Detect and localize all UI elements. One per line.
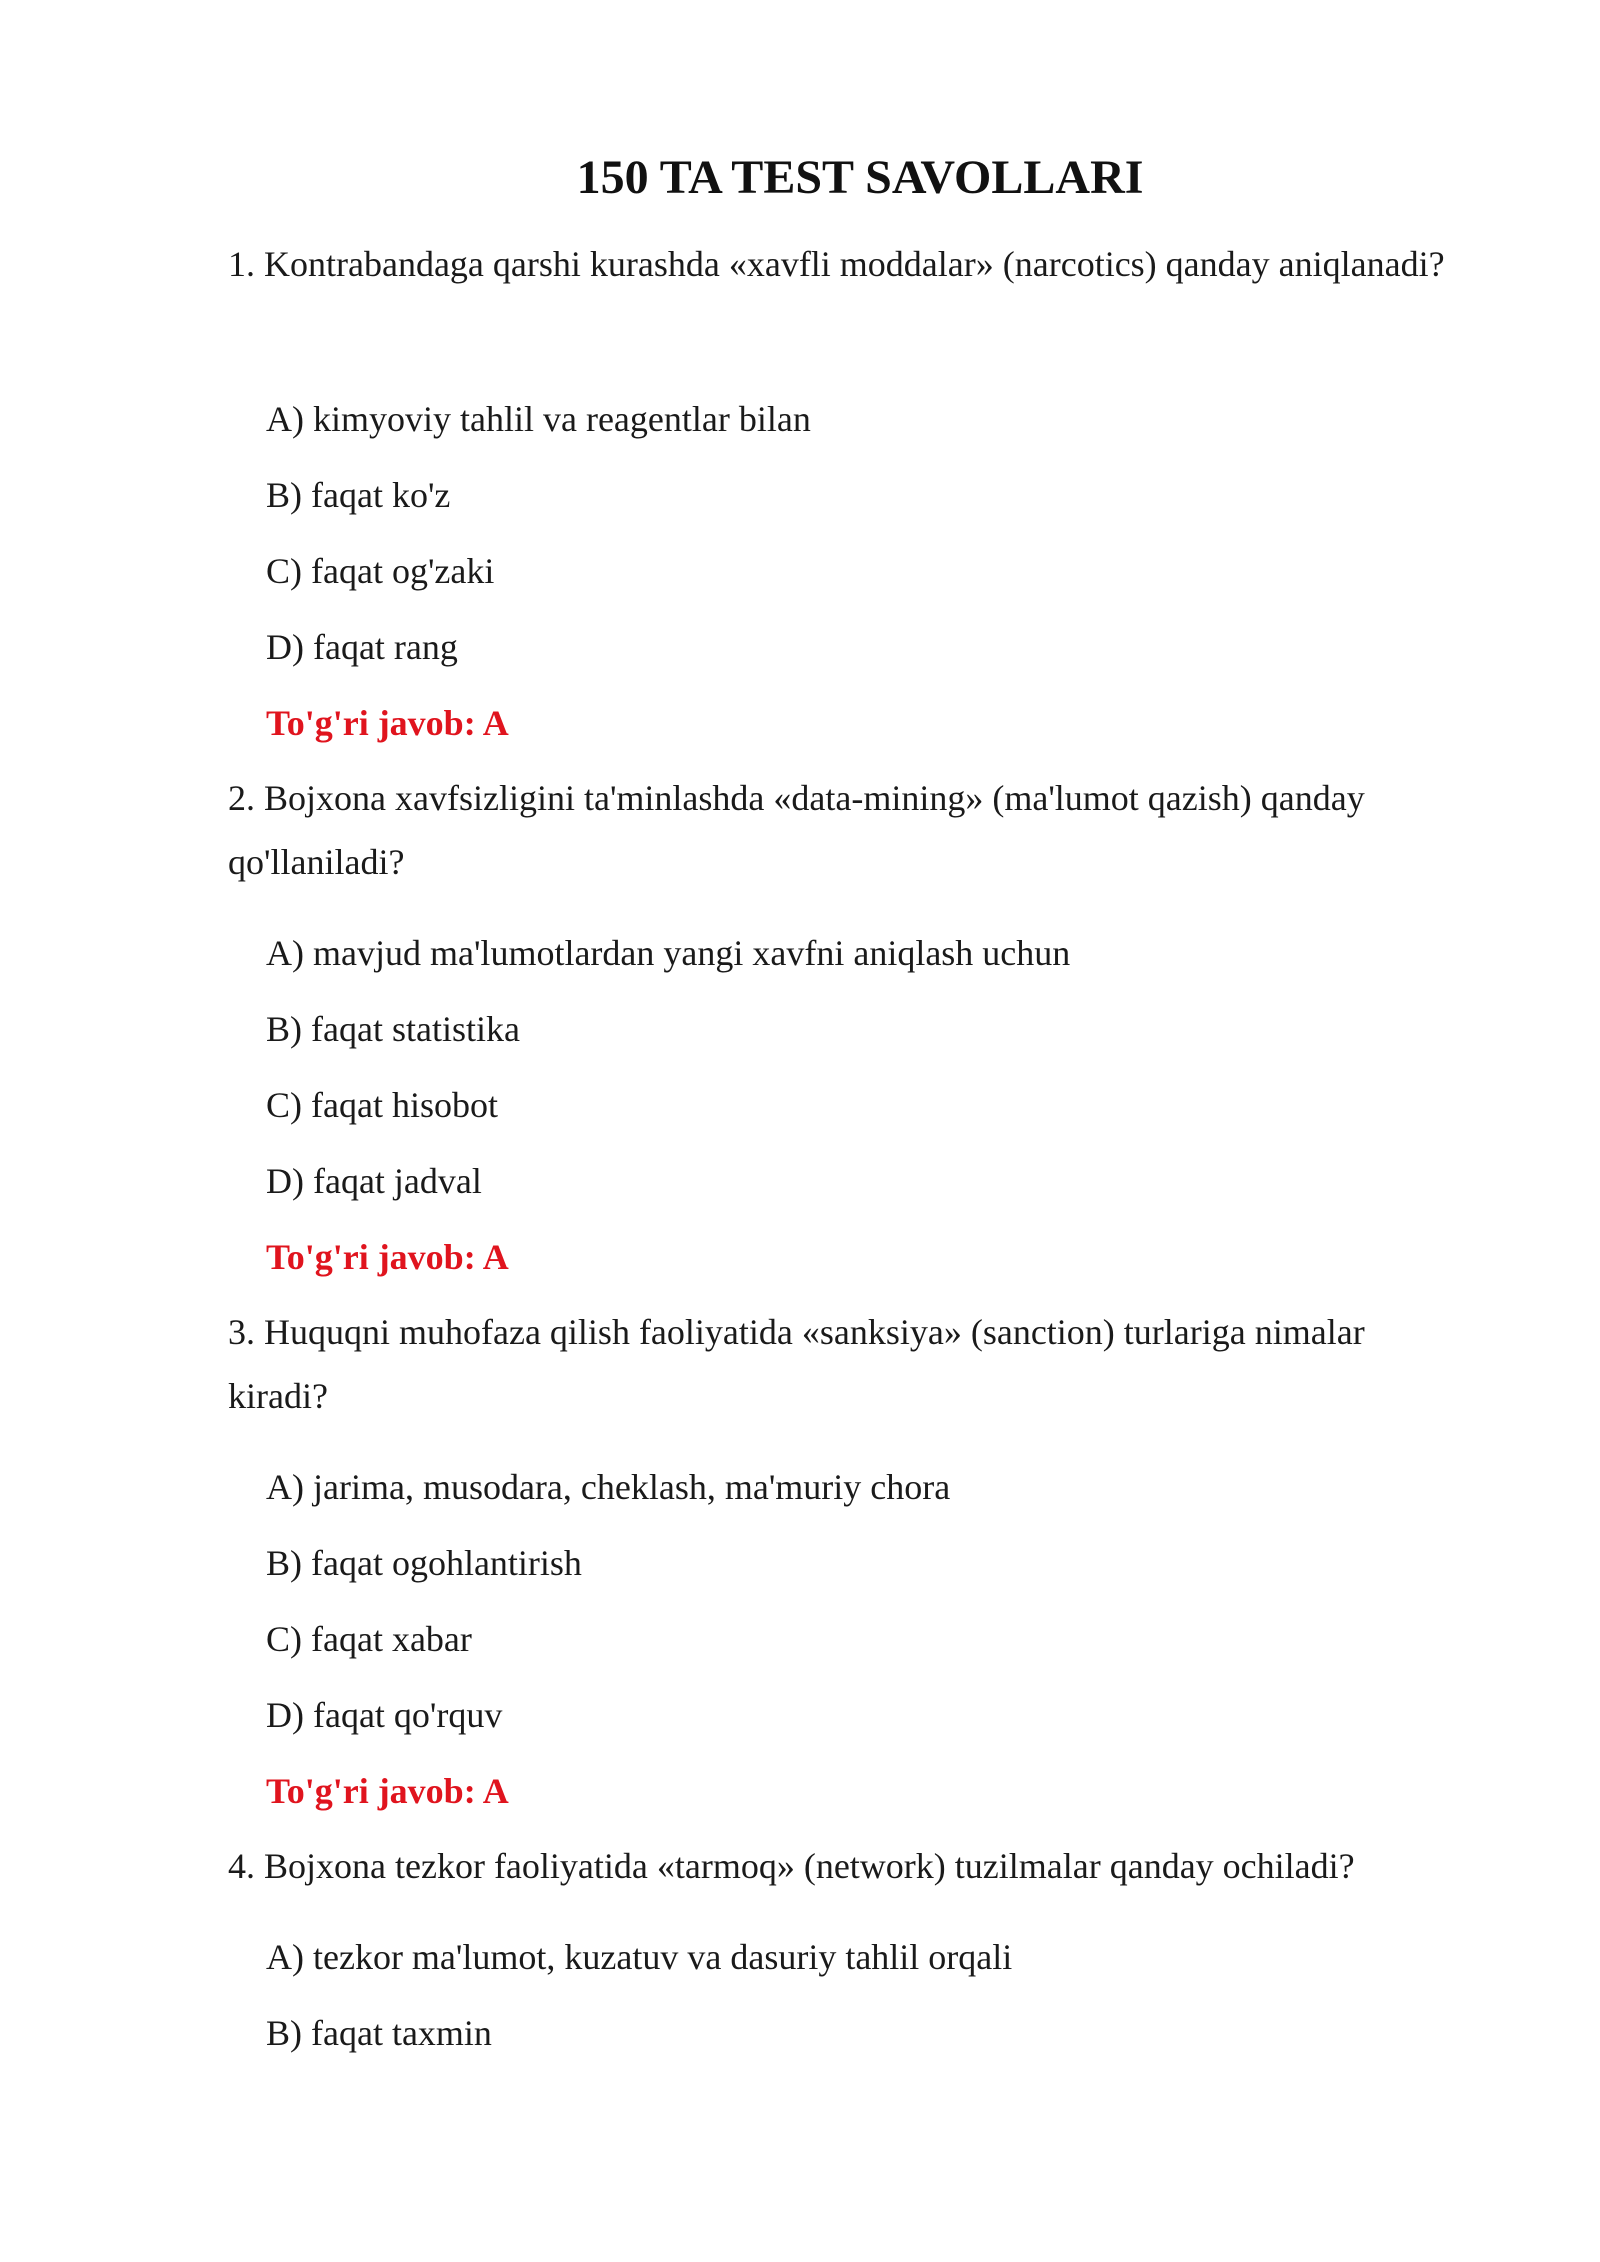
question-3-option-d: D) faqat qo'rquv [266, 1695, 503, 1735]
question-1-text: 1. Kontrabandaga qarshi kurashda «xavfli moddalar» (narcotics) qanday aniqlanadi? [228, 244, 1445, 284]
question-3-option-c: C) faqat xabar [266, 1619, 472, 1659]
question-1-option-b: B) faqat ko'z [266, 475, 451, 515]
question-2-option-d: D) faqat jadval [266, 1161, 482, 1201]
question-3-answer: To'g'ri javob: A [266, 1771, 509, 1811]
question-1-option-d: D) faqat rang [266, 627, 458, 667]
question-3-option-b: B) faqat ogohlantirish [266, 1543, 582, 1583]
question-3-option-a: A) jarima, musodara, cheklash, ma'muriy chora [266, 1467, 951, 1507]
question-2-option-c: C) faqat hisobot [266, 1085, 498, 1125]
question-1-option-c: C) faqat og'zaki [266, 551, 495, 591]
question-4-text: 4. Bojxona tezkor faoliyatida «tarmoq» (network) tuzilmalar qanday ochiladi? [228, 1846, 1355, 1886]
question-1-option-a: A) kimyoviy tahlil va reagentlar bilan [266, 399, 811, 439]
question-2-text: 2. Bojxona xavfsizligini ta'minlashda «data-mining» (ma'lumot qazish) qanday qo'llaniladi? [228, 778, 1365, 882]
question-3-text: 3. Huquqni muhofaza qilish faoliyatida «sanksiya» (sanction) turlariga nimalar kiradi? [228, 1312, 1365, 1416]
question-1-answer: To'g'ri javob: A [266, 703, 509, 743]
question-2-answer: To'g'ri javob: A [266, 1237, 509, 1277]
question-2-option-a: A) mavjud ma'lumotlardan yangi xavfni aniqlash uchun [266, 933, 1071, 973]
question-4-option-b: B) faqat taxmin [266, 2013, 492, 2053]
question-4-option-a: A) tezkor ma'lumot, kuzatuv va dasuriy tahlil orqali [266, 1937, 1013, 1977]
page-title: 150 TA TEST SAVOLLARI [576, 151, 1144, 204]
question-2-option-b: B) faqat statistika [266, 1009, 520, 1049]
